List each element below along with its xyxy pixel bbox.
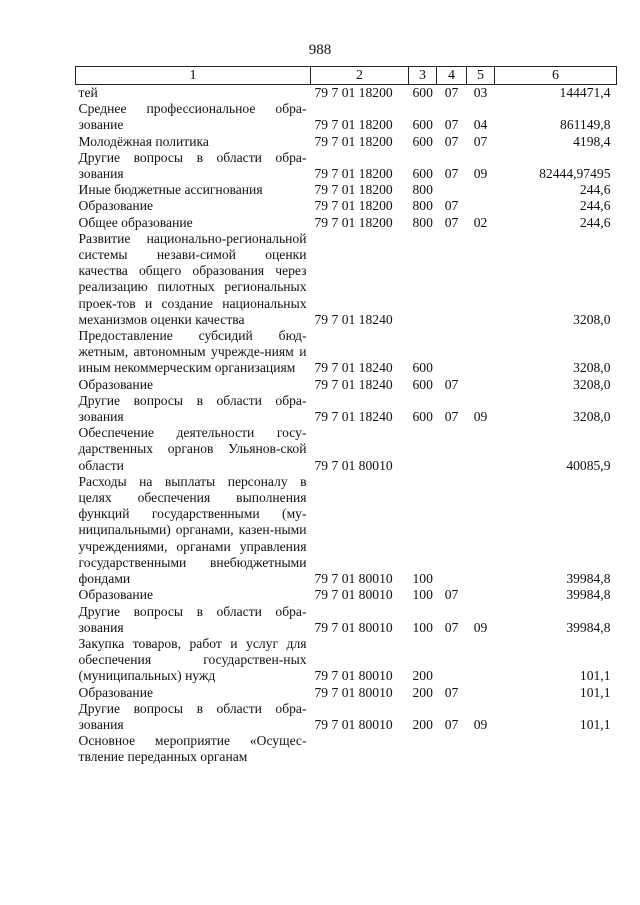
- row-expense-type: 600: [412, 376, 433, 392]
- column-header-1: 1: [76, 67, 311, 85]
- row-expense-type: 800: [412, 182, 433, 198]
- row-amount: 3208,0: [573, 409, 611, 425]
- row-amount: 3208,0: [573, 360, 611, 376]
- row-section: 07: [444, 166, 459, 182]
- row-target-code: 79 7 01 80010: [314, 457, 393, 473]
- row-subsection: 09: [473, 716, 488, 732]
- row-section: 07: [444, 214, 459, 230]
- column-number-header: [76, 67, 617, 85]
- row-section: 07: [444, 716, 459, 732]
- row-expense-type: 100: [412, 619, 433, 635]
- row-amount: 244,6: [579, 198, 611, 214]
- row-amount: 3208,0: [573, 376, 611, 392]
- table-row: [76, 425, 617, 474]
- row-subsection: [467, 733, 495, 765]
- row-target-code: 79 7 01 18240: [314, 360, 393, 376]
- row-name: Основное мероприятие «Осущес-твление переданных органам: [78, 733, 307, 765]
- row-target-code: 79 7 01 18200: [314, 198, 393, 214]
- row-name: Среднее профессиональное обра-зование: [78, 101, 307, 133]
- row-target-code: 79 7 01 18200: [314, 117, 393, 133]
- table-row: [76, 685, 617, 701]
- row-expense-type: 800: [412, 214, 433, 230]
- column-header-6: 6: [495, 67, 617, 85]
- row-target-code: [311, 733, 409, 765]
- row-subsection: [467, 587, 495, 603]
- row-amount: 144471,4: [559, 85, 611, 100]
- row-subsection: [467, 474, 495, 587]
- row-section: [437, 182, 467, 198]
- row-name: Образование: [78, 376, 154, 392]
- row-expense-type: 200: [412, 668, 433, 684]
- row-section: 07: [444, 376, 459, 392]
- row-name: Образование: [78, 587, 154, 603]
- row-section: 07: [444, 117, 459, 133]
- row-name: Обеспечение деятельности госу-дарственных органов Ульянов-ской области: [78, 425, 307, 473]
- column-header-2: 2: [311, 67, 409, 85]
- row-section: 07: [444, 85, 459, 100]
- row-amount: 39984,8: [566, 571, 611, 587]
- row-expense-type: 100: [412, 571, 433, 587]
- row-subsection: [467, 328, 495, 377]
- row-subsection: 07: [473, 133, 488, 149]
- table-row: [76, 733, 617, 765]
- row-target-code: 79 7 01 80010: [314, 619, 393, 635]
- row-amount: 244,6: [579, 182, 611, 198]
- row-expense-type: 600: [412, 133, 433, 149]
- row-subsection: 03: [473, 85, 488, 100]
- table-row: [76, 587, 617, 603]
- row-target-code: 79 7 01 18200: [314, 182, 393, 198]
- row-expense-type: 200: [412, 716, 433, 732]
- row-expense-type: [409, 231, 437, 328]
- row-name: Иные бюджетные ассигнования: [78, 182, 263, 198]
- table-row: [76, 636, 617, 685]
- table-row: [76, 393, 617, 425]
- row-section: 07: [444, 409, 459, 425]
- row-section: [437, 733, 467, 765]
- row-name: Другие вопросы в области обра-зования: [78, 603, 307, 635]
- row-target-code: 79 7 01 80010: [314, 668, 393, 684]
- row-expense-type: 600: [412, 409, 433, 425]
- row-amount: 101,1: [579, 716, 611, 732]
- row-target-code: 79 7 01 80010: [314, 684, 393, 700]
- row-name: Развитие национально-региональной системы незави-симой оценки качества общего образования через реализацию пилотных региональных проек-тов и создание национальных механизмов оценки качества: [78, 230, 307, 327]
- row-subsection: [467, 198, 495, 214]
- row-name: Предоставление субсидий бюд-жетным, автономным учрежде-ниям и иным некоммерческим организациям: [78, 328, 307, 376]
- row-expense-type: 800: [412, 198, 433, 214]
- column-header-5: 5: [467, 67, 495, 85]
- row-subsection: 02: [473, 214, 488, 230]
- row-subsection: 09: [473, 619, 488, 635]
- row-name: Другие вопросы в области обра-зования: [78, 392, 307, 425]
- table-row: [76, 701, 617, 733]
- row-section: 07: [444, 587, 459, 603]
- table-row: [76, 474, 617, 587]
- row-amount: 101,1: [579, 668, 611, 684]
- row-section: [437, 328, 467, 377]
- column-header-4: 4: [437, 67, 467, 85]
- row-name: тей: [78, 85, 98, 100]
- row-target-code: 79 7 01 80010: [314, 716, 393, 732]
- row-amount: 861149,8: [560, 117, 611, 133]
- row-amount: 82444,97495: [539, 166, 611, 182]
- row-subsection: 09: [473, 409, 488, 425]
- budget-table: [75, 66, 617, 766]
- table-row: [76, 377, 617, 393]
- row-subsection: [467, 182, 495, 198]
- row-section: 07: [444, 619, 459, 635]
- table-row: [76, 85, 617, 102]
- row-amount: 244,6: [579, 214, 611, 230]
- row-target-code: 79 7 01 18200: [314, 166, 393, 182]
- row-target-code: 79 7 01 18240: [314, 311, 393, 327]
- row-section: [437, 636, 467, 685]
- row-name: Общее образование: [78, 214, 193, 230]
- row-name: Закупка товаров, работ и услуг для обеспечения государствен-ных (муниципальных) нужд: [78, 635, 307, 684]
- table-row: [76, 101, 617, 133]
- row-target-code: 79 7 01 18200: [314, 214, 393, 230]
- row-amount: 3208,0: [573, 311, 611, 327]
- row-name: Расходы на выплаты персоналу в целях обеспечения выполнения функций государственными (му-ниципальными) органами, казен-ными учреждениями, органами управления государственными внебюджетными фондами: [78, 473, 307, 587]
- row-expense-type: 600: [412, 166, 433, 182]
- row-amount: [495, 733, 617, 765]
- row-subsection: [467, 636, 495, 685]
- row-name: Образование: [78, 198, 154, 214]
- row-amount: 39984,8: [566, 587, 611, 603]
- row-amount: 40085,9: [566, 457, 611, 473]
- row-target-code: 79 7 01 80010: [314, 571, 393, 587]
- row-expense-type: [409, 425, 437, 474]
- row-expense-type: 600: [412, 117, 433, 133]
- row-section: 07: [444, 684, 459, 700]
- row-amount: 39984,8: [566, 619, 611, 635]
- row-amount: 4198,4: [573, 133, 611, 149]
- table-row: [76, 328, 617, 377]
- row-expense-type: 600: [412, 360, 433, 376]
- row-expense-type: 600: [412, 85, 433, 100]
- row-section: [437, 474, 467, 587]
- row-expense-type: 100: [412, 587, 433, 603]
- row-section: 07: [444, 198, 459, 214]
- row-target-code: 79 7 01 18240: [314, 409, 393, 425]
- row-expense-type: [409, 733, 437, 765]
- row-name: Другие вопросы в области обра-зования: [78, 149, 307, 182]
- row-section: 07: [444, 133, 459, 149]
- row-section: [437, 231, 467, 328]
- row-target-code: 79 7 01 18200: [314, 133, 393, 149]
- row-subsection: [467, 685, 495, 701]
- table-row: [76, 134, 617, 150]
- row-subsection: [467, 425, 495, 474]
- table-row: [76, 231, 617, 328]
- column-header-3: 3: [409, 67, 437, 85]
- row-target-code: 79 7 01 80010: [314, 587, 393, 603]
- table-body: [76, 85, 617, 766]
- row-amount: 101,1: [579, 684, 611, 700]
- row-target-code: 79 7 01 18240: [314, 376, 393, 392]
- table-row: [76, 182, 617, 198]
- row-subsection: [467, 231, 495, 328]
- row-section: [437, 425, 467, 474]
- row-name: Образование: [78, 684, 154, 700]
- row-name: Другие вопросы в области обра-зования: [78, 700, 307, 732]
- table-row: [76, 150, 617, 182]
- page-number: 988: [308, 42, 332, 58]
- table-row: [76, 215, 617, 231]
- row-expense-type: 200: [412, 684, 433, 700]
- row-subsection: 09: [473, 166, 488, 182]
- row-name: Молодёжная политика: [78, 133, 209, 149]
- row-subsection: [467, 377, 495, 393]
- table-row: [76, 604, 617, 636]
- table-row: [76, 198, 617, 214]
- row-target-code: 79 7 01 18200: [314, 85, 393, 100]
- row-subsection: 04: [473, 117, 488, 133]
